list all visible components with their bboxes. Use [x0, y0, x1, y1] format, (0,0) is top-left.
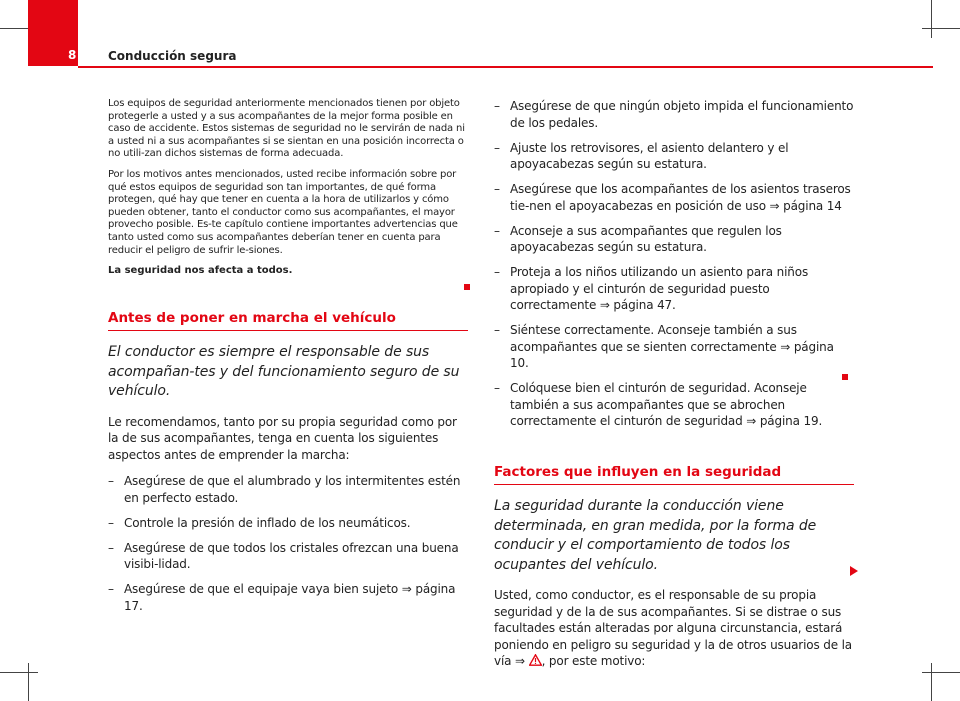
list-item-text: Asegúrese que los acompañantes de los asientos traseros tie-nen el apoyacabezas en posición de uso ⇒ página 14 — [510, 182, 851, 213]
list-item-text: Ajuste los retrovisores, el asiento delantero y el apoyacabezas según su estatura. — [510, 140, 789, 171]
list-item — [108, 515, 468, 532]
checklist — [494, 98, 854, 430]
section-heading: Antes de poner en marcha el vehículo — [108, 310, 468, 331]
header-divider — [78, 66, 933, 68]
list-item — [108, 473, 468, 506]
list-dash: – — [108, 474, 114, 489]
crop-mark — [0, 672, 38, 673]
list-dash: – — [494, 323, 500, 337]
body-text: , por este motivo: — [541, 654, 646, 668]
section-end-mark — [842, 374, 848, 380]
list-dash: – — [494, 223, 500, 238]
list-item — [494, 380, 854, 430]
list-item — [494, 98, 854, 131]
chapter-title: Conducción segura — [108, 49, 237, 63]
warning-triangle-icon — [529, 654, 542, 666]
list-dash: – — [494, 99, 500, 113]
list-dash: – — [108, 540, 114, 555]
list-item-text: Colóquese bien el cinturón de seguridad. Aconseje también a sus acompañantes que se abrochen correctamente el cinturón de seguridad ⇒ página 19. — [510, 381, 823, 428]
left-column — [108, 98, 468, 623]
list-item — [108, 540, 468, 573]
section-lead: La seguridad durante la conducción viene determinada, en gran medida, por la forma de conducir y el comportamiento de todos los ocupantes del vehículo. — [494, 498, 817, 573]
list-dash: – — [494, 182, 500, 196]
list-item-text: Asegúrese de que todos los cristales ofrezcan una buena visibi-lidad. — [124, 540, 459, 572]
list-item — [494, 223, 854, 256]
list-item-text: Aconseje a sus acompañantes que regulen los apoyacabezas según su estatura. — [510, 223, 782, 254]
crop-mark — [931, 663, 932, 701]
crop-mark — [922, 672, 960, 673]
list-item — [494, 181, 854, 214]
intro-paragraph: Por los motivos antes mencionados, usted recibe información sobre por qué estos equipos de seguridad son tan importantes, de qué forma protegen, qué hay que tener en cuenta a la hora de utilizarlos y cómo pueden obtener, tanto el conductor como sus acompañantes, el mayor provecho posible. Es-te capítulo contiene importantes advertencias que tanto usted como sus acompañantes deberían tener en cuenta para reducir el peligro de sufrir le-siones. — [108, 168, 458, 256]
continue-arrow-icon — [850, 566, 858, 576]
list-item — [494, 140, 854, 173]
list-dash: – — [494, 265, 500, 279]
body-text: Usted, como conductor, es el responsable de su propia seguridad y de la de sus acompañantes. Si se distrae o sus facultades están alteradas por alguna circunstancia, estará poniendo en peligro su seguridad y la de otros usuarios de la vía ⇒ — [494, 588, 852, 668]
list-item-text: Siéntese correctamente. Aconseje también a sus acompañantes que se sienten correctamente ⇒ página 10. — [510, 323, 834, 370]
section-body — [494, 587, 854, 670]
list-dash: – — [494, 140, 500, 155]
list-dash: – — [494, 381, 500, 395]
intro-bold-statement: La seguridad nos afecta a todos. — [108, 265, 293, 277]
page-number: 8 — [68, 48, 77, 62]
section-end-mark — [464, 284, 470, 290]
list-item — [108, 581, 468, 614]
crop-mark — [28, 663, 29, 701]
intro-paragraph: Los equipos de seguridad anteriormente mencionados tienen por objeto protegerle a usted y a sus acompañantes de la mejor forma posible en caso de accidente. Estos sistemas de seguridad no le servirán de nada ni a usted ni a sus acompañantes si se sientan en una posición incorrecta o no utili-zan dichos sistemas de forma adecuada. — [108, 98, 465, 160]
crop-mark — [931, 0, 932, 38]
list-item-text: Asegúrese de que ningún objeto impida el funcionamiento de los pedales. — [510, 99, 854, 130]
list-item-text: Asegúrese de que el alumbrado y los intermitentes estén en perfecto estado. — [124, 474, 461, 505]
section-heading: Factores que influyen en la seguridad — [494, 464, 854, 485]
list-item — [494, 322, 854, 372]
section-body: Le recomendamos, tanto por su propia seguridad como por la de sus acompañantes, tenga en cuenta los siguientes aspectos antes de emprender la marcha: — [108, 414, 457, 462]
section-lead: El conductor es siempre el responsable de sus acompañan-tes y del funcionamiento seguro de su vehículo. — [108, 344, 460, 400]
list-item-text: Controle la presión de inflado de los neumáticos. — [124, 515, 411, 530]
right-column — [494, 98, 854, 670]
list-item-text: Proteja a los niños utilizando un asiento para niños apropiado y el cinturón de seguridad puesto correctamente ⇒ página 47. — [510, 265, 809, 312]
list-item — [494, 264, 854, 314]
list-dash: – — [108, 515, 114, 530]
checklist — [108, 473, 468, 614]
list-item-text: Asegúrese de que el equipaje vaya bien sujeto ⇒ página 17. — [124, 582, 456, 613]
page-number-tab — [28, 0, 78, 66]
list-dash: – — [108, 582, 114, 597]
crop-mark — [922, 28, 960, 29]
